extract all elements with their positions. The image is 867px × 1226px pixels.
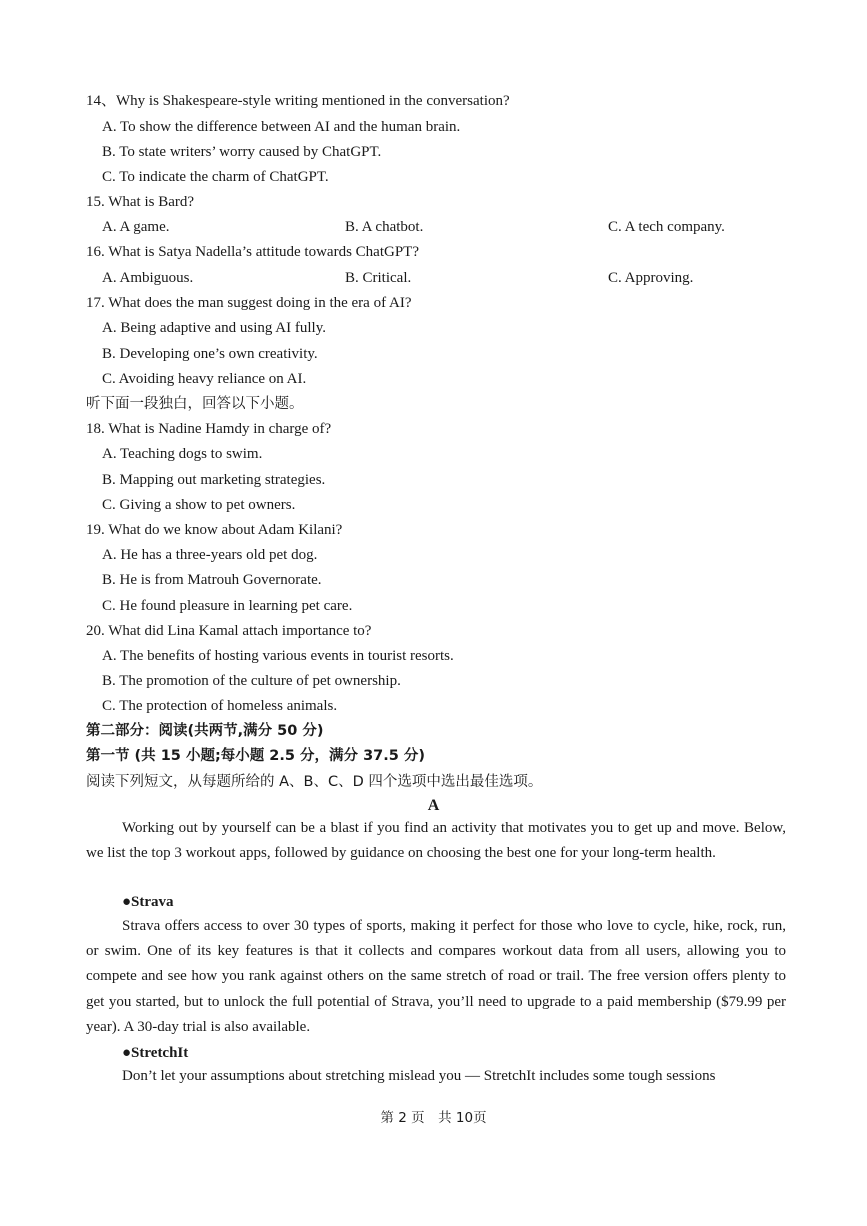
question-14-stem: 14、Why is Shakespeare-style writing mentioned in the conversation? xyxy=(86,93,510,109)
app-heading-stretchit: ●StretchIt xyxy=(122,1045,189,1061)
question-18-option-b: B. Mapping out marketing strategies. xyxy=(102,472,326,488)
question-19-option-b: B. He is from Matrouh Governorate. xyxy=(102,572,322,588)
question-17-option-b: B. Developing one’s own creativity. xyxy=(102,346,318,362)
section1-heading: 第一节 (共 15 小题;每小题 2.5 分，满分 37.5 分) xyxy=(86,748,426,764)
question-16-stem: 16. What is Satya Nadella’s attitude towards ChatGPT? xyxy=(86,244,419,260)
question-18-stem: 18. What is Nadine Hamdy in charge of? xyxy=(86,421,332,437)
question-15-option-a: A. A game. xyxy=(102,219,170,235)
question-17-stem: 17. What does the man suggest doing in the era of AI? xyxy=(86,295,412,311)
question-14-option-b: B. To state writers’ worry caused by ChatGPT. xyxy=(102,144,382,160)
question-15-option-c: C. A tech company. xyxy=(608,219,725,235)
question-18-option-c: C. Giving a show to pet owners. xyxy=(102,497,296,513)
question-20-stem: 20. What did Lina Kamal attach importance to? xyxy=(86,623,372,639)
question-19-option-c: C. He found pleasure in learning pet care. xyxy=(102,598,353,614)
passage-intro: Working out by yourself can be a blast if you find an activity that motivates you to get up and move. Below, we list the top 3 workout apps, followed by guidance on choosing the best one for your long-term health. xyxy=(86,820,786,862)
reading-instruction: 阅读下列短文，从每题所给的 A、B、C、D 四个选项中选出最佳选项。 xyxy=(86,774,543,790)
question-17-option-a: A. Being adaptive and using AI fully. xyxy=(102,320,326,336)
question-20-option-c: C. The protection of homeless animals. xyxy=(102,698,338,714)
question-16-option-b: B. Critical. xyxy=(345,270,412,286)
question-19-option-a: A. He has a three-years old pet dog. xyxy=(102,547,318,563)
page-footer: 第 2 页 共 10页 xyxy=(380,1110,487,1126)
app-text-strava: Strava offers access to over 30 types of sports, making it perfect for those who love to cycle, hike, rock, run, or swim. One of its key features is that it collects and compares workout data from all users, allowing you to compete and see how you rank against others on the same stretch of road or trail. The free version offers plenty to get you started, but to unlock the full potential of Strava, you’ll need to upgrade to a paid membership ($79.99 per year). A 30-day trial is also available. xyxy=(86,918,786,1035)
question-14-option-a: A. To show the difference between AI and the human brain. xyxy=(102,119,461,135)
app-text-stretchit: Don’t let your assumptions about stretching mislead you — StretchIt includes some tough sessions xyxy=(122,1068,716,1084)
part2-heading: 第二部分：阅读(共两节,满分 50 分) xyxy=(86,723,324,739)
question-15-stem: 15. What is Bard? xyxy=(86,194,195,210)
question-19-stem: 19. What do we know about Adam Kilani? xyxy=(86,522,343,538)
question-20-option-a: A. The benefits of hosting various events in tourist resorts. xyxy=(102,648,454,664)
app-heading-strava: ●Strava xyxy=(122,894,174,910)
question-15-option-b: B. A chatbot. xyxy=(345,219,424,235)
question-17-option-c: C. Avoiding heavy reliance on AI. xyxy=(102,371,307,387)
question-16-option-a: A. Ambiguous. xyxy=(102,270,194,286)
question-20-option-b: B. The promotion of the culture of pet ownership. xyxy=(102,673,401,689)
monologue-instruction: 听下面一段独白，回答以下小题。 xyxy=(86,396,304,412)
question-18-option-a: A. Teaching dogs to swim. xyxy=(102,446,263,462)
question-14-option-c: C. To indicate the charm of ChatGPT. xyxy=(102,169,329,185)
question-16-option-c: C. Approving. xyxy=(608,270,694,286)
passage-letter: A xyxy=(427,797,440,814)
